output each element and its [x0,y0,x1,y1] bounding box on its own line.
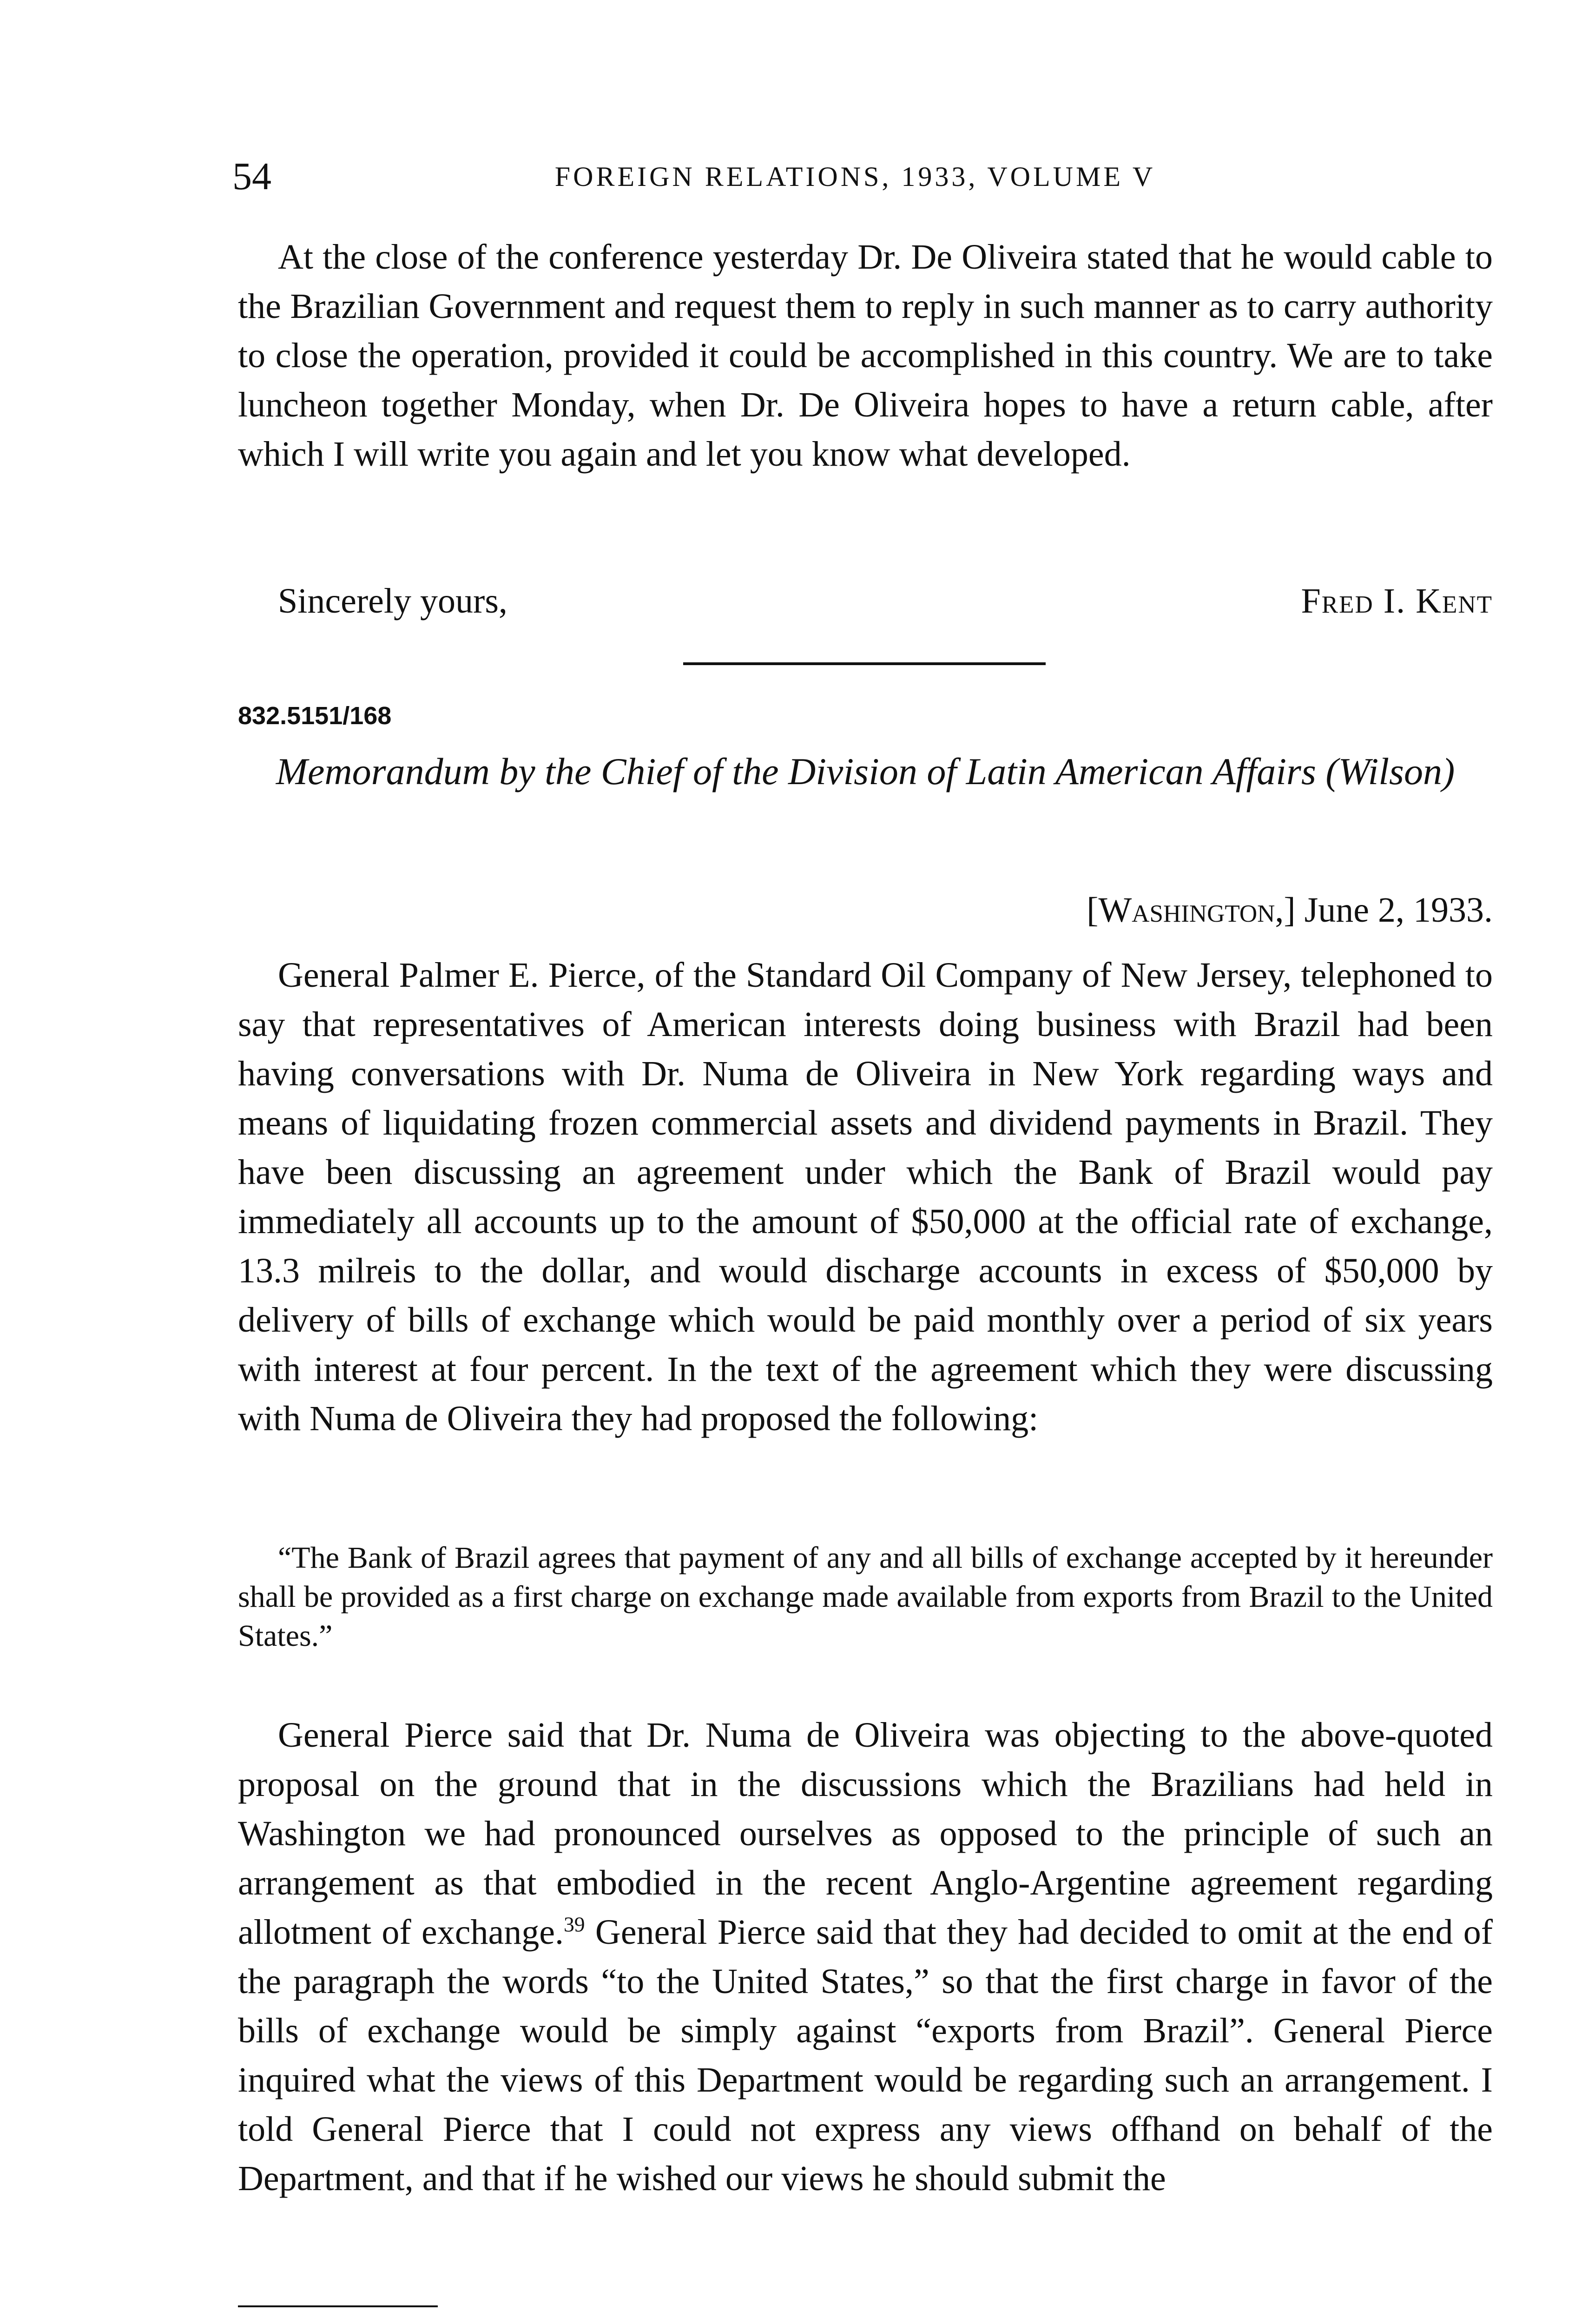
dateline-place: [Washington,] [1087,891,1296,930]
signature: Fred I. Kent [1301,581,1493,621]
memorandum-paragraph-1 [238,951,1493,1443]
paragraph [238,1710,1493,2203]
letter-closing-paragraph [238,232,1493,479]
paragraph: General Palmer E. Pierce, of the Standard Oil Company of New Jersey, telephoned to say that representatives of American interests doing business with Brazil had been having conversations with Dr. Numa de Oliveira in New York regarding ways and means of liquidating frozen commercial assets and dividend payments in Brazil. They have been discussing an agreement under which the Bank of Brazil would pay immediately all accounts up to the amount of $50,000 at the official rate of exchange, 13.3 milreis to the dollar, and would discharge accounts in excess of $50,000 by delivery of bills of exchange which would be paid monthly over a period of six years with interest at four percent. In the text of the agreement which they were discussing with Numa de Oliveira they had proposed the following: [238,956,1493,1438]
page-number: 54 [232,155,271,198]
paragraph-text-part-2: General Pierce said that they had decided to omit at the end of the paragraph the words “to the United States,” so that the first charge in favor of the bills of exchange would be simply against “exports from Brazil”. General Pierce inquired what the views of this Department would be regarding such an arrangement. I told General Pierce that I could not express any views offhand on behalf of the Department, and that if he wished our views he should submit the [238,1913,1493,2198]
paragraph: At the close of the conference yesterday Dr. De Oliveira stated that he would cable to the Brazilian Government and request them to reply in such manner as to carry authority to close the operation, provided it could be accomplished in this country. We are to take luncheon together Monday, when Dr. De Oliveira hopes to have a return cable, after which I will write you again and let you know what developed. [238,238,1493,474]
quoted-text: “The Bank of Brazil agrees that payment of any and all bills of exchange accepted by it hereunder shall be provided as a first charge on exchange made available from exports from Brazil to the United States.” [238,1541,1493,1653]
paragraph-text-part-1: General Pierce said that Dr. Numa de Oliveira was objecting to the above-quoted proposal on the ground that in the discussions which the Brazilians had held in Washington we had pronounced ourselves as opposed to the principle of such an arrangement as that embodied in the recent Anglo-Argentine agreement regarding allotment of exchange. [238,1716,1493,1952]
running-head [232,153,1478,200]
dateline-date: June 2, 1933. [1304,891,1493,930]
footnote-reference[interactable]: 39 [563,1912,585,1936]
running-head-title: FOREIGN RELATIONS, 1933, VOLUME V [554,161,1156,192]
memorandum-paragraph-2 [238,1710,1493,2203]
file-number: 832.5151/168 [238,702,392,730]
footnote-rule [238,2305,438,2307]
document-title: Memorandum by the Chief of the Division of Latin American Affairs (Wilson) [276,750,1455,792]
dateline [238,885,1493,935]
complimentary-close: Sincerely yours, [278,581,507,621]
block-quote [238,1538,1493,1656]
section-divider [683,662,1046,665]
signature-line [238,576,1493,626]
